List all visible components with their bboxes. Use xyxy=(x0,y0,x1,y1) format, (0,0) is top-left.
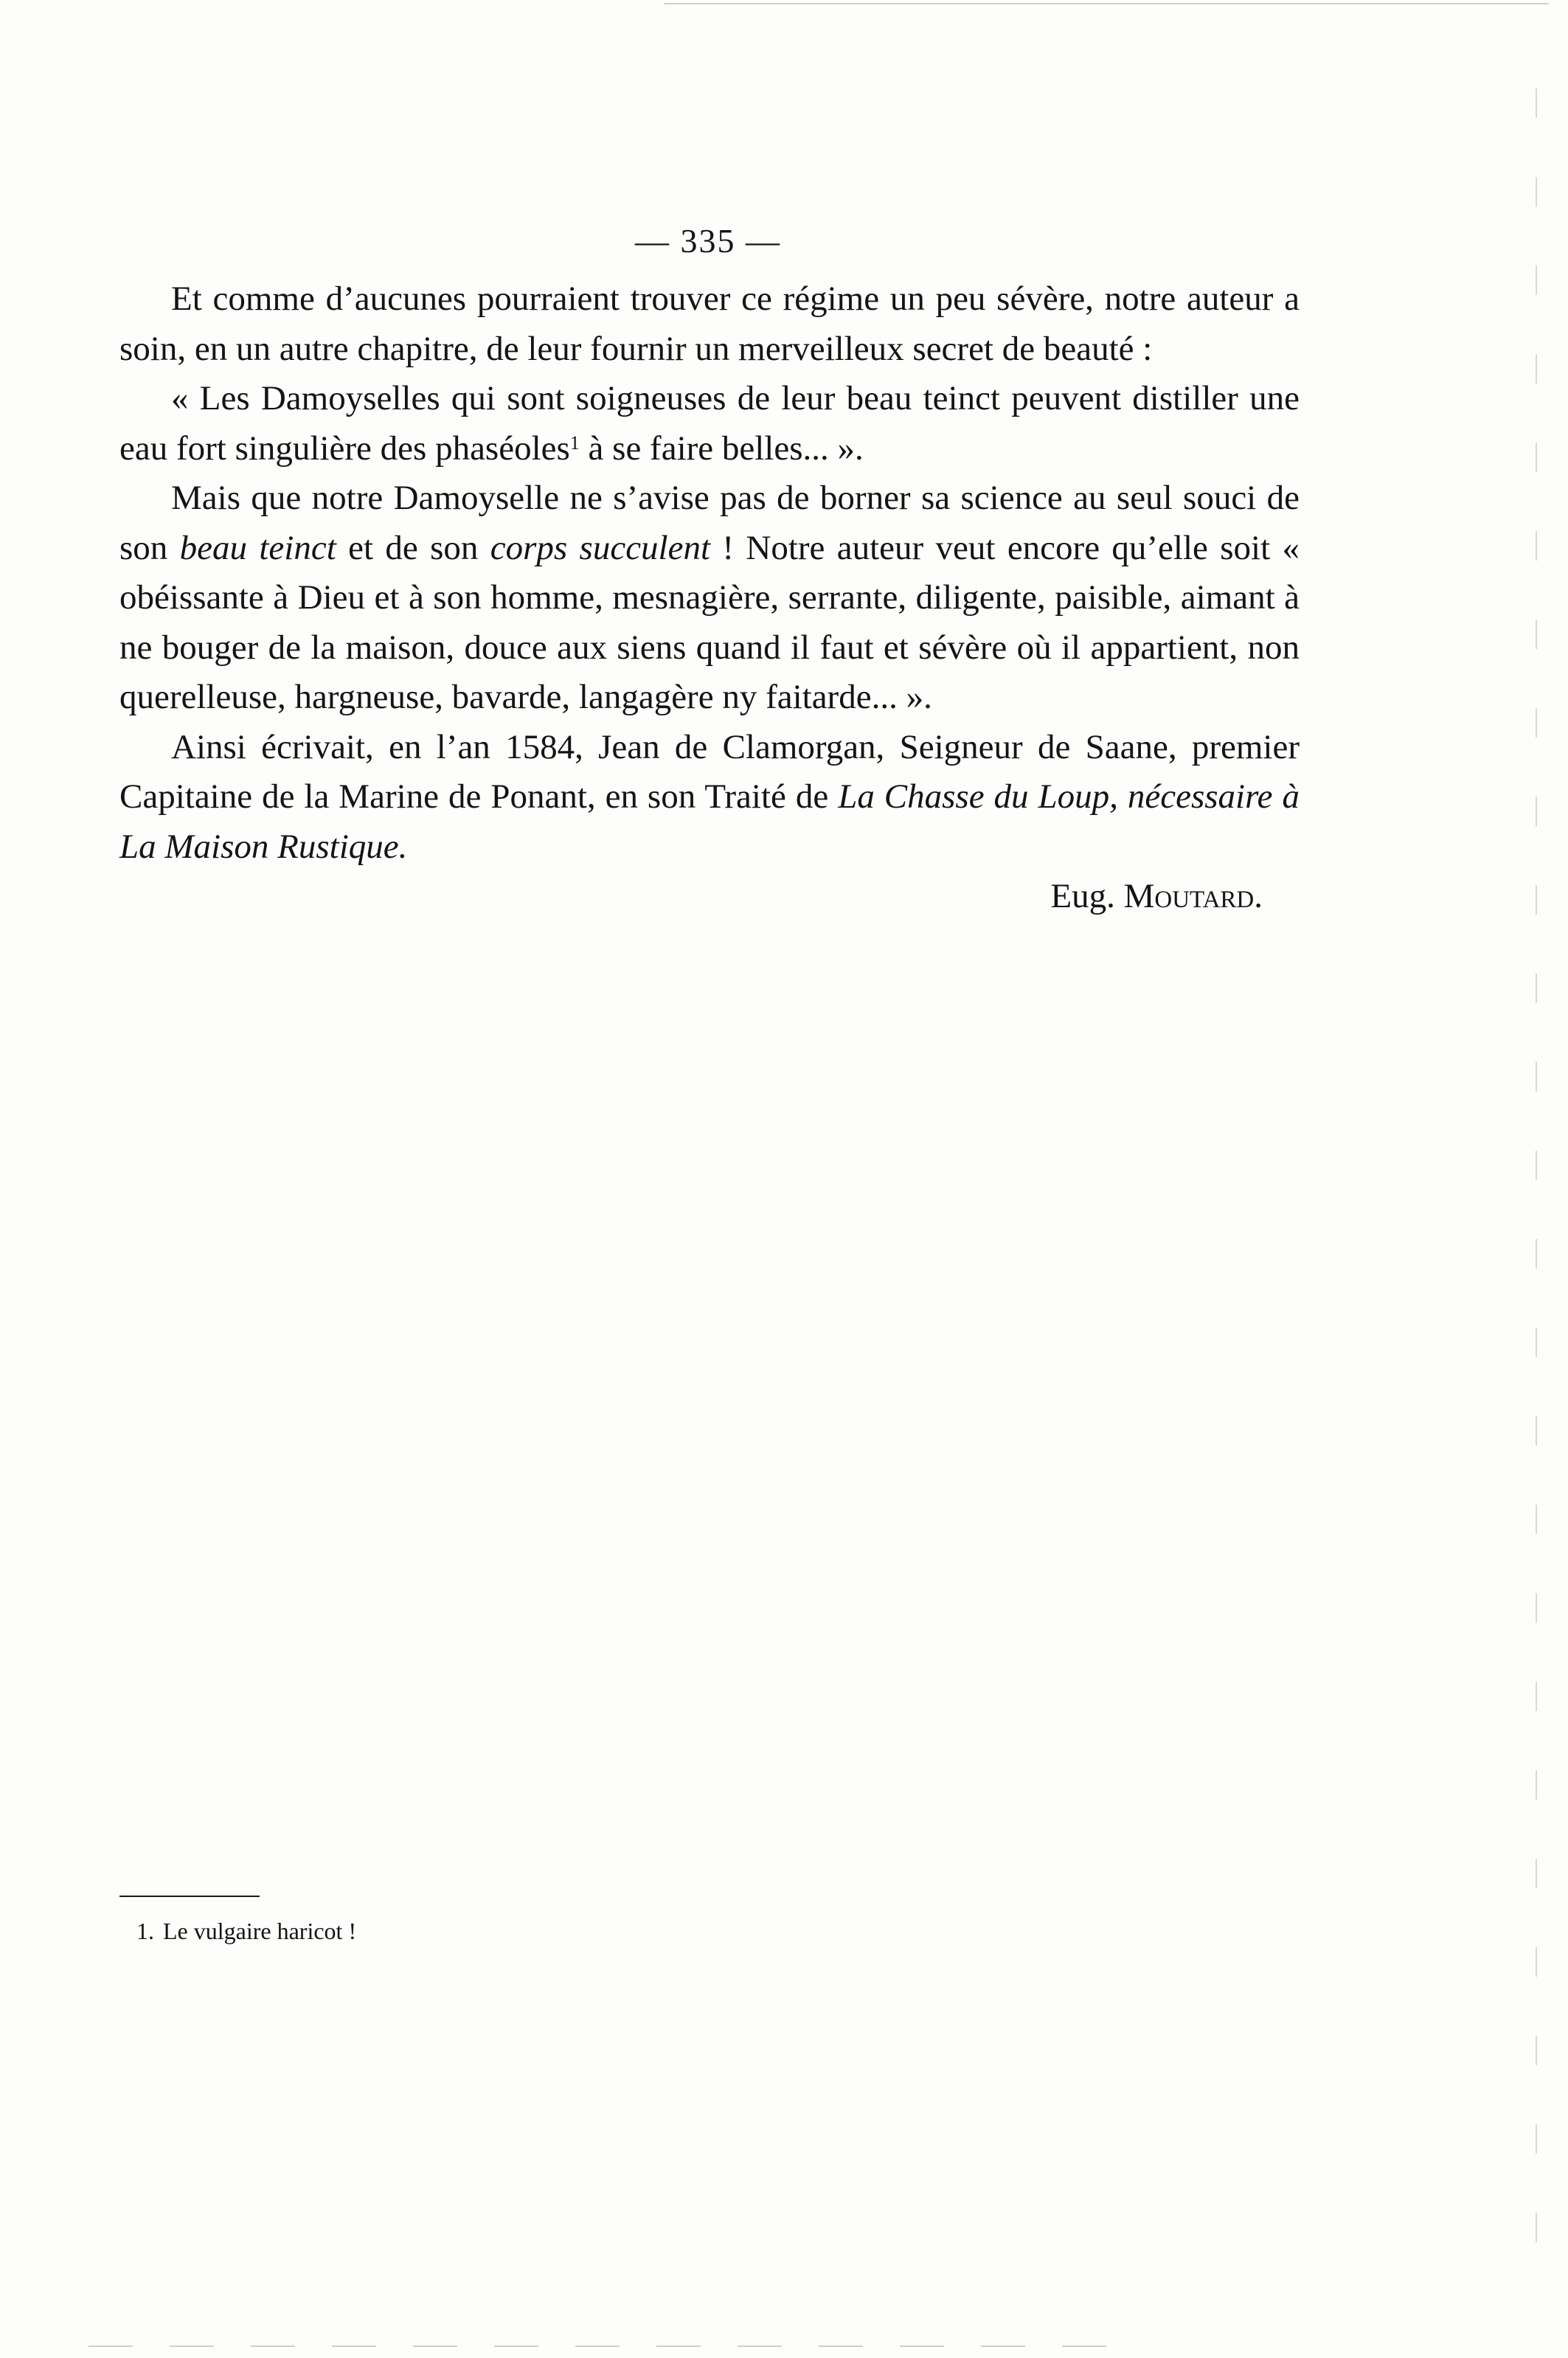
footnote xyxy=(136,1916,356,1946)
paragraph-3-text-2: et de son xyxy=(336,528,490,567)
scan-edge-right xyxy=(1536,89,1537,2264)
footnote-number: 1. xyxy=(136,1918,154,1944)
footnote-rule xyxy=(119,1896,260,1897)
author-signature xyxy=(119,872,1300,922)
italic-corps-succulent: corps succulent xyxy=(490,528,711,567)
scan-edge-top xyxy=(664,3,1549,4)
signature-end: . xyxy=(1254,877,1263,915)
paragraph-3 xyxy=(119,474,1300,723)
signature-last: Moutard xyxy=(1123,877,1255,915)
paragraph-2-text: « Les Damoyselles qui sont soigneuses de leur beau teinct peuvent distiller une eau fort singulière des phaséoles xyxy=(119,379,1300,468)
paragraph-4-text: Ainsi écrivait, en l’an 1584, Jean de Clamorgan, Seigneur de Saane, premier Capitaine de la Marine de Ponant, en son Traité de xyxy=(119,727,1300,816)
footnote-reference[interactable]: 1 xyxy=(569,431,580,454)
footnote-text: Le vulgaire haricot ! xyxy=(163,1918,357,1944)
paragraph-2 xyxy=(119,374,1300,474)
scan-edge-bottom xyxy=(89,2345,1121,2347)
paragraph-2-text-end: à se faire belles... ». xyxy=(579,429,864,468)
body-text xyxy=(119,274,1300,922)
paragraph-3-text-3: ! Notre auteur veut encore qu’elle soit « obéissante à Dieu et à son homme, mesnagière, serrante, diligente, paisible, aimant à ne bouger de la maison, douce aux siens quand il faut et sévère où il appartient, non querelleuse, hargneuse, bavarde, langagère ny faitarde... ». xyxy=(119,528,1300,716)
paragraph-4 xyxy=(119,723,1300,873)
italic-beau-teinct: beau teinct xyxy=(179,528,336,567)
paragraph-3-text: Mais que notre Damoyselle ne s’avise pas de borner sa science au seul souci de son xyxy=(119,479,1300,567)
page-number: — 335 — xyxy=(635,222,781,260)
paragraph-1: Et comme d’aucunes pourraient trouver ce régime un peu sévère, notre auteur a soin, en un autre chapitre, de leur fournir un merveilleux secret de beauté : xyxy=(119,280,1300,368)
signature-first: Eug. xyxy=(1050,877,1115,915)
italic-book-title: La Chasse du Loup, nécessaire à La Maison Rustique. xyxy=(119,777,1300,866)
